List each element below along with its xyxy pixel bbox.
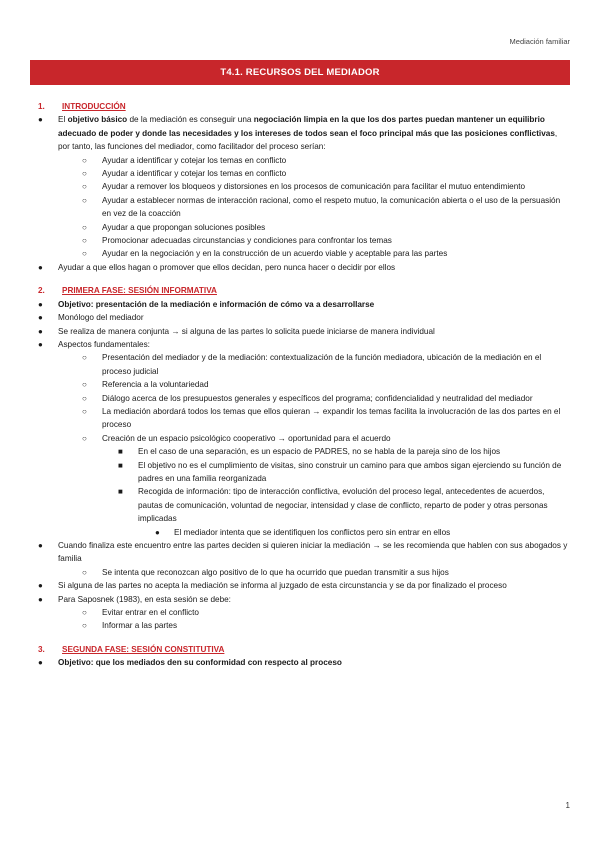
list-item: ○ Presentación del mediador y de la mediación: contextualización de la función mediadora, ubicación de la mediación en el proceso judicial — [82, 353, 542, 376]
bullet-circle-icon: ○ — [82, 249, 87, 259]
bullet-circle-icon: ○ — [82, 406, 87, 416]
bullet-dot-icon: ● — [38, 658, 43, 668]
list-item: ○ Diálogo acerca de los presupuestos generales y específicos del programa; confidencialidad y neutralidad del mediador — [30, 392, 570, 405]
bullet-circle-icon: ○ — [82, 433, 87, 443]
page-number: 1 — [565, 801, 570, 810]
list-item: ○ Informar a las partes — [30, 619, 570, 632]
bullet-circle-icon: ○ — [82, 608, 87, 618]
bullet-circle-icon: ○ — [82, 169, 87, 179]
bullet-circle-icon: ○ — [82, 236, 87, 246]
bullet-dot-icon: ● — [155, 527, 160, 537]
list-item: ● Aspectos fundamentales: — [30, 338, 570, 351]
list-item: ● Si alguna de las partes no acepta la mediación se informa al juzgado de esta circunstancia y se da por finalizado el proceso — [30, 579, 570, 592]
section-number: 1. — [38, 102, 45, 111]
list-item: ○ Evitar entrar en el conflicto — [30, 606, 570, 619]
list-item: ○ Promocionar adecuadas circunstancias y condiciones para confrontar los temas — [30, 234, 570, 247]
bullet-dot-icon: ● — [38, 326, 43, 336]
bullet-dot-icon: ● — [38, 541, 43, 550]
bullet-dot-icon: ● — [38, 313, 43, 323]
bullet-square-icon: ■ — [118, 447, 123, 457]
list-item: ○ Creación de un espacio psicológico cooperativo → oportunidad para el acuerdo — [30, 432, 570, 445]
list-item: ● Ayudar a que ellos hagan o promover que ellos decidan, pero nunca hacer o decidir por ellos — [30, 261, 570, 274]
list-item: ■ El objetivo no es el cumplimiento de visitas, sino construir un camino para que ambos sigan ejerciendo su función de padres en una familia reorganizada — [118, 460, 562, 483]
document-body — [30, 100, 570, 670]
list-item: ○ Ayudar a remover los bloqueos y distorsiones en los procesos de comunicación para facilitar el mutuo entendimiento — [30, 180, 570, 193]
section-heading-segunda-fase — [30, 643, 570, 656]
list-item: ● El objetivo básico de la mediación es conseguir una negociación limpia en la que los dos partes puedan mantener un equilibrio adecuado de poder y donde las necesidades y los intereses de todos sean el foco principal más que las posiciones conflictivas, por tanto, las funciones del mediador, como facilitador del proceso serían: — [38, 115, 558, 152]
list-item: ○ Ayudar a que propongan soluciones posibles — [30, 221, 570, 234]
bullet-dot-icon: ● — [38, 594, 43, 604]
bullet-dot-icon: ● — [38, 299, 43, 309]
list-item: ● Objetivo: presentación de la mediación e información de cómo va a desarrollarse — [30, 298, 570, 311]
list-item: ○ Referencia a la voluntariedad — [30, 378, 570, 391]
list-item: ● El mediador intenta que se identifiquen los conflictos pero sin entrar en ellos — [30, 526, 570, 539]
bullet-dot-icon: ● — [38, 581, 43, 591]
document-title: T4.1. RECURSOS DEL MEDIADOR — [30, 60, 570, 85]
section-heading-introduccion — [30, 100, 570, 113]
list-item: ● Cuando finaliza este encuentro entre las partes deciden si quieren iniciar la mediación → se les recomienda que hablen con sus abogados y familia — [38, 541, 568, 564]
bullet-circle-icon: ○ — [82, 182, 87, 192]
bullet-square-icon: ■ — [118, 460, 123, 470]
bullet-dot-icon: ● — [38, 339, 43, 349]
bullet-circle-icon: ○ — [82, 393, 87, 403]
section-heading-primera-fase — [30, 284, 570, 297]
bullet-dot-icon: ● — [38, 115, 43, 125]
list-item: ○ Ayudar a identificar y cotejar los temas en conflicto — [30, 154, 570, 167]
list-item: ■ En el caso de una separación, es un espacio de PADRES, no se habla de la pareja sino de los hijos — [30, 445, 570, 458]
section-number: 3. — [38, 644, 45, 654]
section-title: PRIMERA FASE: SESIÓN INFORMATIVA — [62, 286, 217, 296]
list-item: ● Para Saposnek (1983), en esta sesión se debe: — [30, 593, 570, 606]
list-item: ● Se realiza de manera conjunta → si alguna de las partes lo solicita puede iniciarse de manera individual — [30, 325, 570, 338]
bullet-circle-icon: ○ — [82, 621, 87, 631]
bullet-square-icon: ■ — [118, 487, 123, 497]
list-item: ○ Ayudar a identificar y cotejar los temas en conflicto — [30, 167, 570, 180]
list-item: ○ Se intenta que reconozcan algo positivo de lo que ha ocurrido que puedan transmitir a sus hijos — [30, 566, 570, 579]
list-item: ● Monólogo del mediador — [30, 311, 570, 324]
bullet-circle-icon: ○ — [82, 567, 87, 577]
list-item: ● Objetivo: que los mediados den su conformidad con respecto al proceso — [30, 656, 570, 669]
bullet-circle-icon: ○ — [82, 353, 87, 363]
bullet-circle-icon: ○ — [82, 155, 87, 165]
list-item: ○ Ayudar en la negociación y en la construcción de un acuerdo viable y aceptable para las partes — [30, 247, 570, 260]
running-header: Mediación familiar — [509, 37, 570, 46]
bullet-circle-icon: ○ — [82, 380, 87, 390]
bullet-circle-icon: ○ — [82, 195, 87, 205]
section-number: 2. — [38, 286, 45, 296]
list-item: ○ La mediación abordará todos los temas que ellos quieran → expandir los temas facilita la involucración de las dos partes en el proceso — [82, 406, 561, 430]
list-item: ■ Recogida de información: tipo de interacción conflictiva, evolución del proceso legal, antecedentes de acuerdos, pautas de comunicación, voluntad de negociar, intensidad y clase de conflicto, reparto de poder y otras personas implicadas — [118, 487, 548, 524]
section-title: SEGUNDA FASE: SESIÓN CONSTITUTIVA — [62, 644, 225, 654]
bullet-dot-icon: ● — [38, 262, 43, 272]
bullet-circle-icon: ○ — [82, 222, 87, 232]
list-item: ○ Ayudar a establecer normas de interacción racional, como el respeto mutuo, la comunicación abierta o el uso de la persuasión en vez de la coacción — [82, 195, 561, 219]
section-title: INTRODUCCIÓN — [62, 102, 126, 111]
